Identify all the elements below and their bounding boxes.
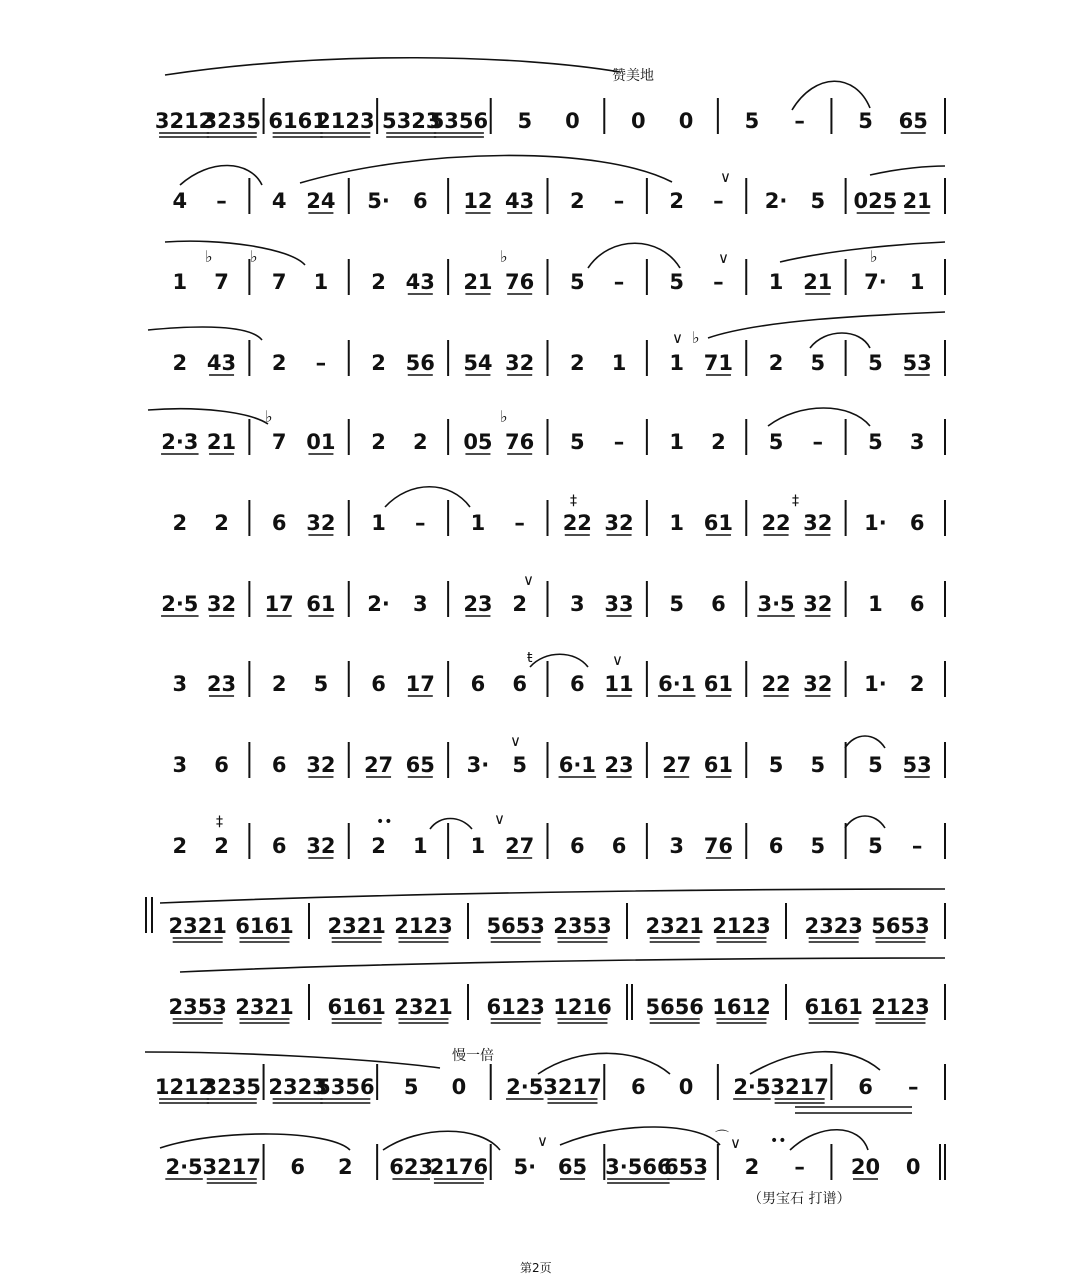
note-group: 5656 (645, 995, 704, 1019)
note-group: 1216 (553, 995, 612, 1019)
note-group: 12 (463, 189, 493, 213)
svg-text:♭: ♭ (692, 328, 700, 347)
note-group: 2 (768, 351, 784, 375)
note-group: 3· (466, 753, 490, 777)
note-group: 6 (711, 592, 726, 616)
note-group: 1 (669, 511, 684, 535)
note-group: 2 (214, 511, 229, 535)
note-group: 32 (306, 511, 336, 535)
note-group: 2 (512, 592, 527, 616)
note-group: – (613, 189, 625, 213)
note-group: – (812, 430, 824, 454)
svg-text:∨: ∨ (510, 732, 521, 750)
note-group: 11 (604, 672, 634, 696)
note-group: 2·5 (733, 1075, 771, 1099)
note-group: 2353 (168, 995, 227, 1019)
note-group: 3217 (543, 1075, 602, 1099)
note-group: 43 (505, 189, 535, 213)
svg-text:∨: ∨ (720, 168, 731, 186)
note-group: 2·3 (161, 430, 199, 454)
note-group: 6 (512, 672, 527, 696)
note-group: 6 (858, 1075, 873, 1099)
note-group: 2 (371, 430, 386, 454)
note-group: 32 (803, 511, 833, 535)
svg-text:‡: ‡ (792, 493, 799, 509)
note-group: 61 (703, 753, 734, 777)
page-footer: 第2页 (520, 1261, 552, 1274)
note-group: 1 (371, 511, 386, 535)
tempo-marking-man-yibei: 慢一倍 (452, 1048, 494, 1064)
note-group: 6 (214, 753, 229, 777)
note-group: 2 (371, 834, 386, 858)
note-group: 61 (703, 672, 734, 696)
note-group: 623 (389, 1155, 434, 1179)
note-group: 27 (363, 753, 394, 777)
note-group: 3217 (202, 1155, 261, 1179)
note-group: 0 (631, 109, 646, 133)
note-group: 1 (470, 511, 486, 535)
note-group: 21 (902, 189, 932, 213)
note-group: 0 (678, 109, 694, 133)
note-group: 2 (214, 834, 229, 858)
svg-text:‡: ‡ (216, 814, 223, 830)
note-group: 2 (271, 351, 287, 375)
note-group: 5 (768, 430, 784, 454)
note-group: 32 (306, 834, 336, 858)
note-group: – (315, 351, 327, 375)
note-group: 6·1 (558, 753, 596, 777)
note-group: 1 (611, 351, 627, 375)
note-group: 6161 (268, 109, 327, 133)
svg-text:♭: ♭ (870, 247, 878, 266)
svg-text:⌒: ⌒ (715, 1130, 729, 1146)
note-group: 5 (744, 109, 760, 133)
note-group: – (514, 511, 525, 535)
note-group: 6161 (327, 995, 386, 1019)
note-group: 2 (909, 672, 925, 696)
svg-text:∨: ∨ (718, 249, 729, 267)
note-group: 5 (570, 270, 585, 294)
note-group: 3212 (154, 109, 214, 133)
note-group: 2321 (645, 914, 704, 938)
svg-text:∨: ∨ (494, 810, 505, 828)
note-group: 33 (604, 592, 634, 616)
note-group: – (794, 1155, 805, 1179)
note-group: 2 (371, 351, 386, 375)
transcriber-credit: （男宝石 打谱） (748, 1191, 851, 1207)
note-group: 2321 (235, 995, 294, 1019)
note-group: 1· (864, 672, 887, 696)
note-group: 3 (909, 430, 925, 454)
svg-text:♭: ♭ (205, 247, 213, 266)
note-group: 6 (470, 672, 486, 696)
note-group: 3235 (202, 1075, 261, 1099)
note-group: 4 (271, 189, 287, 213)
note-group: 5· (513, 1155, 537, 1179)
note-group: 2123 (394, 914, 453, 938)
note-group: 1 (669, 430, 684, 454)
note-group: 5 (868, 430, 883, 454)
note-group: 2 (172, 834, 188, 858)
note-group: 5653 (871, 914, 930, 938)
note-group: 27 (662, 753, 692, 777)
note-group: – (613, 270, 625, 294)
note-group: 2 (412, 430, 428, 454)
note-group: 1 (768, 270, 784, 294)
note-group: 6 (631, 1075, 646, 1099)
note-group: 5 (810, 753, 826, 777)
note-group: 5 (669, 270, 684, 294)
svg-text:••: •• (376, 814, 393, 830)
note-group: 32 (306, 753, 336, 777)
note-group: 2 (172, 511, 188, 535)
note-group: 2323 (804, 914, 863, 938)
note-group: – (713, 270, 724, 294)
note-group: 21 (803, 270, 833, 294)
note-group: 6123 (486, 995, 545, 1019)
note-group: 53 (902, 753, 932, 777)
note-group: 2321 (168, 914, 227, 938)
note-group: 2123 (316, 109, 375, 133)
note-group: 0 (451, 1075, 467, 1099)
note-group: 3 (172, 672, 188, 696)
note-group: 3·566 (605, 1155, 672, 1179)
note-group: 6 (371, 672, 386, 696)
note-group: 22 (562, 511, 592, 535)
note-group: – (907, 1075, 919, 1099)
note-group: 2 (172, 351, 188, 375)
note-group: 6·1 (658, 672, 696, 696)
note-group: 05 (463, 430, 493, 454)
note-group: 23 (463, 592, 493, 616)
note-group: 025 (853, 189, 898, 213)
note-group: 21 (463, 270, 493, 294)
note-group: 2·5 (506, 1075, 544, 1099)
note-group: – (216, 189, 227, 213)
svg-text:♭: ♭ (265, 407, 273, 426)
note-group: – (794, 109, 805, 133)
note-group: 1612 (712, 995, 771, 1019)
note-group: 2176 (429, 1155, 489, 1179)
note-group: 71 (703, 351, 734, 375)
note-group: 76 (505, 270, 535, 294)
note-group: 6 (909, 511, 925, 535)
note-group: 5 (868, 834, 883, 858)
note-group: 3235 (202, 109, 261, 133)
note-group: 6161 (235, 914, 294, 938)
note-group: 2123 (712, 914, 771, 938)
note-group: 3 (669, 834, 684, 858)
note-group: 5 (810, 189, 826, 213)
note-group: 5653 (486, 914, 545, 938)
note-group: 24 (306, 189, 336, 213)
note-group: 43 (405, 270, 435, 294)
note-group: 27 (505, 834, 535, 858)
note-group: 5 (313, 672, 329, 696)
note-group: 17 (405, 672, 435, 696)
note-group: 7· (864, 270, 887, 294)
note-group: 1 (669, 351, 684, 375)
note-group: 4 (172, 189, 188, 213)
note-group: 2·5 (165, 1155, 203, 1179)
note-group: 2353 (553, 914, 612, 938)
note-group: 20 (850, 1155, 881, 1179)
note-group: 6 (271, 511, 287, 535)
note-group: 2 (570, 189, 585, 213)
note-group: 65 (557, 1155, 588, 1179)
note-group: 1 (412, 834, 428, 858)
note-group: 2 (669, 189, 684, 213)
note-group: 32 (604, 511, 634, 535)
note-group: 2· (764, 189, 788, 213)
note-group: 5 (868, 351, 883, 375)
note-group: 76 (703, 834, 734, 858)
score-rows (146, 98, 945, 1183)
note-group: 2123 (871, 995, 930, 1019)
note-group: 2 (338, 1155, 353, 1179)
note-group: – (911, 834, 923, 858)
note-group: 23 (604, 753, 634, 777)
note-group: 5· (367, 189, 390, 213)
note-group: 32 (803, 592, 833, 616)
note-group: 54 (463, 351, 493, 375)
note-group: 5 (858, 109, 873, 133)
note-group: 5 (810, 351, 826, 375)
note-group: 43 (206, 351, 237, 375)
svg-text:♭: ♭ (500, 247, 508, 266)
note-group: 5 (570, 430, 585, 454)
svg-text:‡: ‡ (570, 493, 577, 509)
note-group: 7 (271, 270, 287, 294)
note-group: 53 (902, 351, 932, 375)
note-group: 3217 (770, 1075, 829, 1099)
note-group: 5 (868, 753, 883, 777)
note-group: – (415, 511, 426, 535)
note-group: 6 (412, 189, 428, 213)
note-group: 5356 (316, 1075, 375, 1099)
note-group: 6 (909, 592, 925, 616)
note-group: 23 (206, 672, 237, 696)
note-group: 2321 (394, 995, 453, 1019)
note-group: 6 (271, 834, 287, 858)
note-group: 2· (367, 592, 390, 616)
svg-text:∨: ∨ (672, 329, 683, 347)
note-group: 6 (271, 753, 287, 777)
note-group: 1· (864, 511, 887, 535)
note-group: 01 (306, 430, 336, 454)
note-group: 32 (206, 592, 237, 616)
tempo-marking-zanmei: 赞美地 (612, 68, 654, 84)
note-group: 1 (313, 270, 329, 294)
note-group: 5 (512, 753, 527, 777)
note-group: 22 (761, 511, 791, 535)
note-group: 6 (611, 834, 627, 858)
note-group: 2 (711, 430, 726, 454)
note-group: 65 (405, 753, 435, 777)
note-group: 6161 (804, 995, 863, 1019)
note-group: 5 (403, 1075, 419, 1099)
note-group: 2 (744, 1155, 760, 1179)
note-group: 32 (803, 672, 833, 696)
note-group: – (613, 430, 625, 454)
svg-text:∨: ∨ (523, 571, 534, 589)
note-group: 5 (669, 592, 684, 616)
note-group: 2323 (268, 1075, 327, 1099)
note-group: 65 (898, 109, 928, 133)
note-group: 5 (517, 109, 533, 133)
note-group: 56 (405, 351, 435, 375)
note-group: 653 (664, 1155, 708, 1179)
note-group: 5 (810, 834, 826, 858)
note-group: 1212 (154, 1075, 214, 1099)
note-group: 22 (761, 672, 791, 696)
note-group: 3 (570, 592, 585, 616)
note-group: 1 (470, 834, 486, 858)
note-group: 61 (306, 592, 336, 616)
note-group: 6 (570, 834, 585, 858)
svg-text:∨: ∨ (612, 651, 623, 669)
note-group: 76 (505, 430, 535, 454)
note-group: 5323 (381, 109, 441, 133)
note-group: 3·5 (757, 592, 795, 616)
note-group: 0 (678, 1075, 694, 1099)
svg-text:ŧ: ŧ (527, 650, 533, 666)
note-group: 2 (271, 672, 287, 696)
svg-text:••: •• (770, 1133, 787, 1149)
note-group: 1 (909, 270, 925, 294)
note-group: 5356 (429, 109, 489, 133)
note-group: 2 (570, 351, 585, 375)
note-group: 1 (868, 592, 883, 616)
note-group: 1 (172, 270, 188, 294)
svg-text:∨: ∨ (537, 1132, 548, 1150)
note-group: 3 (412, 592, 428, 616)
note-group: 3 (172, 753, 188, 777)
note-group: 2·5 (161, 592, 199, 616)
svg-text:∨: ∨ (730, 1134, 741, 1152)
note-group: 32 (505, 351, 535, 375)
note-group: 61 (703, 511, 734, 535)
note-group: 0 (565, 109, 580, 133)
note-group: 2 (371, 270, 386, 294)
note-group: 6 (290, 1155, 305, 1179)
note-group: 0 (905, 1155, 921, 1179)
note-group: 7 (271, 430, 287, 454)
note-group: – (713, 189, 724, 213)
svg-text:♭: ♭ (250, 247, 258, 266)
note-group: 21 (206, 430, 237, 454)
note-group: 17 (264, 592, 294, 616)
svg-text:♭: ♭ (500, 407, 508, 426)
note-group: 7 (214, 270, 229, 294)
note-group: 6 (570, 672, 585, 696)
note-group: 2321 (327, 914, 386, 938)
note-group: 5 (768, 753, 784, 777)
note-group: 6 (768, 834, 784, 858)
